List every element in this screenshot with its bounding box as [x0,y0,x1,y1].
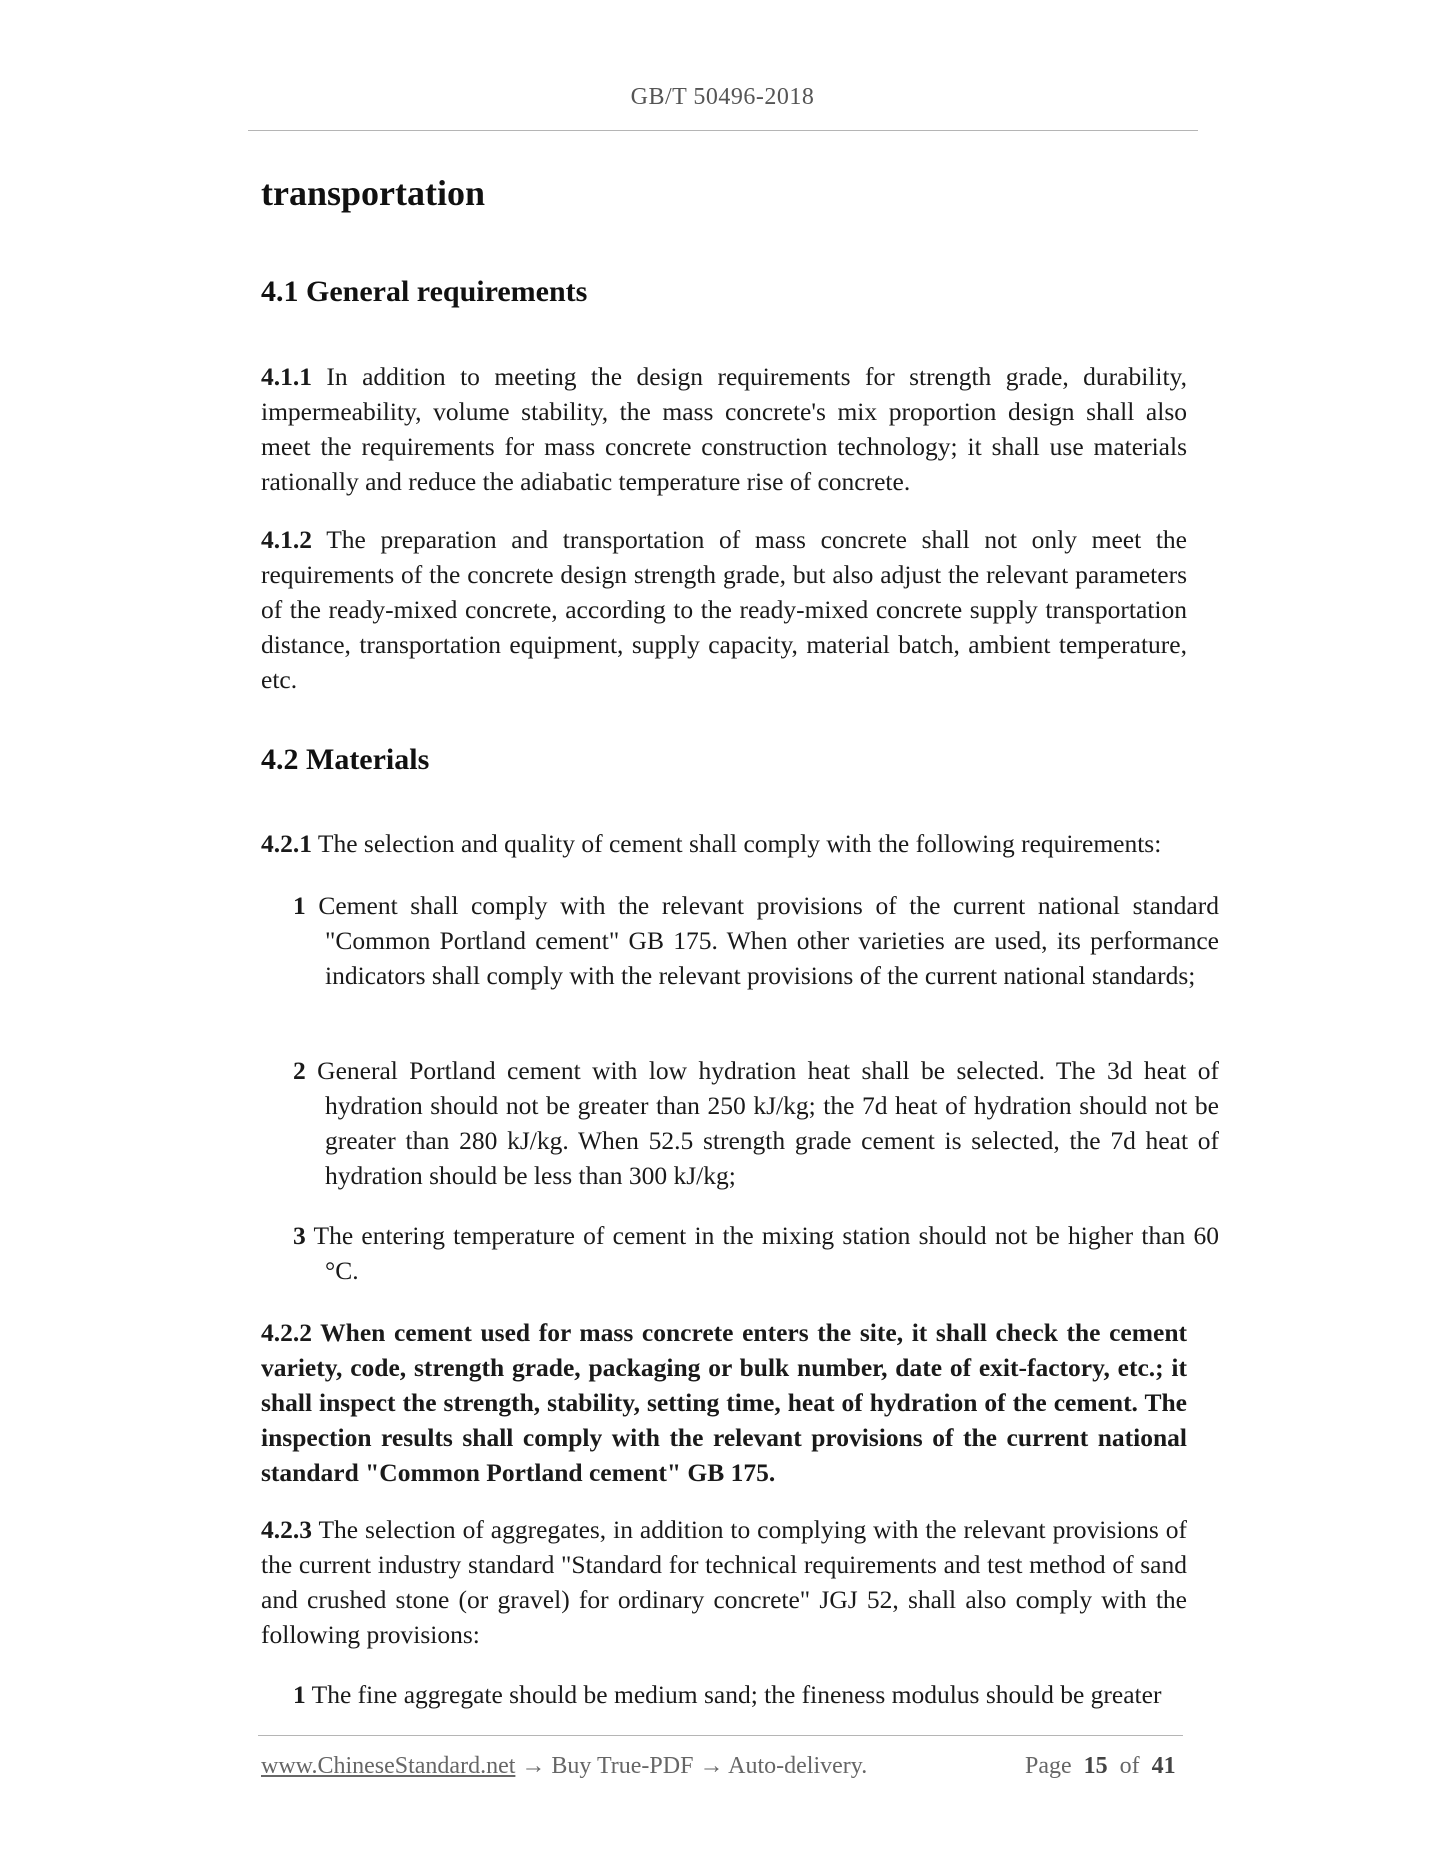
page-number: 15 [1083,1753,1108,1779]
section-title: transportation [261,173,485,213]
item-number: 2 [293,1056,306,1085]
clause-text: The preparation and transportation of mass concrete shall not only meet the requirements of the concrete design strength grade, but also adjust the relevant parameters of the ready-mixed concrete, according to the ready-mixed concrete supply transportation distance, transportation equipment, supply capacity, material batch, ambient temperature, etc. [261,525,1187,694]
item-text: The entering temperature of cement in the mixing station should not be higher than 60 °C. [305,1221,1219,1285]
list-item [293,1218,1219,1288]
clause-text: The selection of aggregates, in addition to complying with the relevant provisions of the current industry standard "Standard for technical requirements and test method of sand and crushed stone (or gravel) for ordinary concrete" JGJ 52, shall also comply with the following provisions: [261,1515,1187,1649]
clause-text: In addition to meeting the design requirements for strength grade, durability, impermeability, volume stability, the mass concrete's mix proportion design shall also meet the requirements for mass concrete construction technology; it shall use materials rationally and reduce the adiabatic temperature rise of concrete. [261,362,1187,496]
footer-divider [258,1735,1183,1736]
item-text: Cement shall comply with the relevant provisions of the current national standard "Common Portland cement" GB 175. When other varieties are used, its performance indicators shall comply with the relevant provisions of the current national standards; [305,891,1219,990]
clause-4-2-2: 4.2.2 When cement used for mass concrete enters the site, it shall check the cement variety, code, strength grade, packaging or bulk number, date of exit-factory, etc.; it shall inspect the strength, stability, setting time, heat of hydration of the cement. The inspection results shall comply with the relevant provisions of the current national standard "Common Portland cement" GB 175. [261,1318,1187,1487]
clause-4-1-2 [261,522,1187,697]
clause-number: 4.1.2 [261,525,312,554]
arrow-icon: → [693,1753,729,1779]
item-text: General Portland cement with low hydration heat shall be selected. The 3d heat of hydration should not be greater than 250 kJ/kg; the 7d heat of hydration should not be greater than 280 kJ/kg. When 52.5 strength grade cement is selected, the 7d heat of hydration should be less than 300 kJ/kg; [305,1056,1219,1190]
clause-text: The selection and quality of cement shall comply with the following requirements: [312,829,1162,858]
clause-4-2-1 [261,826,1187,861]
clause-number: 4.2.3 [261,1515,312,1544]
list-item [293,888,1219,993]
page-indicator [1025,1753,1176,1780]
footer-links [261,1753,867,1780]
of-label: of [1119,1753,1140,1779]
website-link[interactable]: www.ChineseStandard.net [261,1753,516,1779]
item-number: 1 [293,891,306,920]
clause-4-2-3 [261,1512,1187,1652]
list-item [293,1677,1219,1712]
item-number: 1 [293,1680,306,1709]
list-item [293,1053,1219,1193]
buy-pdf-text: Buy True-PDF [551,1753,694,1779]
page-total: 41 [1151,1753,1176,1779]
item-text: The fine aggregate should be medium sand; the fineness modulus should be greater [305,1680,1162,1709]
clause-number: 4.1.1 [261,362,312,391]
heading-4-2: 4.2 Materials [261,743,430,776]
arrow-icon: → [515,1753,552,1779]
item-number: 3 [293,1221,306,1250]
clause-number: 4.2.1 [261,829,312,858]
header-divider [248,130,1198,131]
heading-4-1: 4.1 General requirements [261,275,588,308]
running-header: GB/T 50496-2018 [630,84,815,110]
auto-delivery-text: Auto-delivery. [728,1753,868,1779]
clause-4-1-1 [261,359,1187,499]
page-label: Page [1025,1753,1072,1779]
